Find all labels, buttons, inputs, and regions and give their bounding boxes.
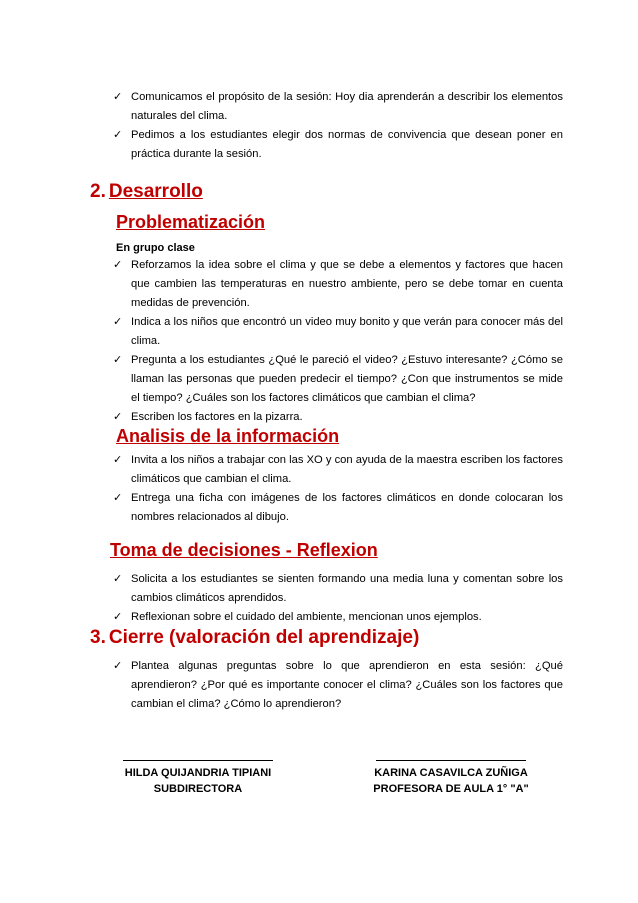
- problematizacion-heading: Problematización: [116, 212, 266, 232]
- list-item-text: Plantea algunas preguntas sobre lo que aprendieron en esta sesión: ¿Qué aprendieron? ¿Por qué es importante conocer el clima? ¿Cuáles son los factores que cambian el clima? ¿Cómo lo aprendieron?: [131, 660, 563, 710]
- list-item-text: Indica a los niños que encontró un video muy bonito y que verán para conocer más del clima.: [131, 316, 563, 347]
- checkmark-icon: ✓: [113, 129, 123, 141]
- list-item-text: Pregunta a los estudiantes ¿Qué le pareció el video? ¿Estuvo interesante? ¿Cómo se llaman las personas que pueden predecir el tiempo? ¿Con que instrumentos se mide el tiempo? ¿Cuáles son los factores climáticos que cambian el clima?: [131, 354, 563, 404]
- section-number: 3.: [90, 627, 106, 648]
- toma-title: Toma de decisiones - Reflexion: [110, 540, 378, 560]
- list-item: [113, 351, 563, 408]
- signature-line: [376, 760, 526, 761]
- signature-left: [108, 760, 288, 797]
- checkmark-icon: ✓: [113, 91, 123, 103]
- checkmark-icon: ✓: [113, 573, 123, 585]
- list-item: [113, 608, 563, 627]
- signer-role: SUBDIRECTORA: [153, 783, 243, 795]
- section-title: Desarrollo: [108, 181, 203, 202]
- list-item: [113, 126, 563, 164]
- list-item-text: Reforzamos la idea sobre el clima y que se debe a elementos y factores que hacen que cambien las temperaturas en nuestro ambiente, pero se debe tomar en cuenta medidas de prevención.: [131, 259, 563, 309]
- section-number: 2.: [90, 181, 106, 202]
- checkmark-icon: ✓: [113, 454, 123, 466]
- signature-right: [356, 760, 546, 797]
- list-item: [113, 451, 563, 489]
- list-item-text: Entrega una ficha con imágenes de los factores climáticos en donde colocaran los nombres relacionados al dibujo.: [131, 492, 563, 523]
- analisis-heading: Analisis de la información: [116, 426, 340, 446]
- list-item-text: Comunicamos el propósito de la sesión: Hoy dia aprenderán a describir los elementos naturales del clima.: [131, 91, 563, 122]
- checkmark-icon: ✓: [113, 316, 123, 328]
- signer-role: PROFESORA DE AULA 1° "A": [373, 783, 529, 795]
- section-heading-desarrollo: [90, 180, 203, 204]
- cierre-list: [113, 657, 563, 714]
- toma-heading: [110, 538, 378, 562]
- checkmark-icon: ✓: [113, 611, 123, 623]
- list-item-text: Reflexionan sobre el cuidado del ambiente, mencionan unos ejemplos.: [131, 611, 482, 623]
- checkmark-icon: ✓: [113, 259, 123, 271]
- list-item: [113, 570, 563, 608]
- list-item: [113, 313, 563, 351]
- section-heading-cierre: [90, 626, 419, 650]
- list-item-text: Invita a los niños a trabajar con las XO y con ayuda de la maestra escriben los factores climáticos que cambian el clima.: [131, 454, 563, 485]
- section-title: Cierre (valoración del aprendizaje): [108, 627, 420, 648]
- checkmark-icon: ✓: [113, 354, 123, 366]
- list-item-text: Pedimos a los estudiantes elegir dos normas de convivencia que desean poner en práctica durante la sesión.: [131, 129, 563, 160]
- checkmark-icon: ✓: [113, 411, 123, 423]
- list-item: [113, 256, 563, 313]
- checkmark-icon: ✓: [113, 492, 123, 504]
- list-item-text: Solicita a los estudiantes se sienten formando una media luna y comentan sobre los cambios climáticos aprendidos.: [131, 573, 563, 604]
- analisis-list: [113, 451, 563, 527]
- checkmark-icon: ✓: [113, 660, 123, 672]
- signer-name: HILDA QUIJANDRIA TIPIANI: [124, 767, 272, 779]
- toma-list: [113, 570, 563, 627]
- intro-list: [113, 88, 563, 164]
- group-label: En grupo clase: [116, 242, 195, 254]
- signature-line: [123, 760, 273, 761]
- list-item-text: Escriben los factores en la pizarra.: [131, 411, 303, 423]
- problematizacion-list: [113, 256, 563, 427]
- list-item: [113, 88, 563, 126]
- list-item: [113, 657, 563, 714]
- signer-name: KARINA CASAVILCA ZUÑIGA: [374, 767, 528, 779]
- list-item: [113, 489, 563, 527]
